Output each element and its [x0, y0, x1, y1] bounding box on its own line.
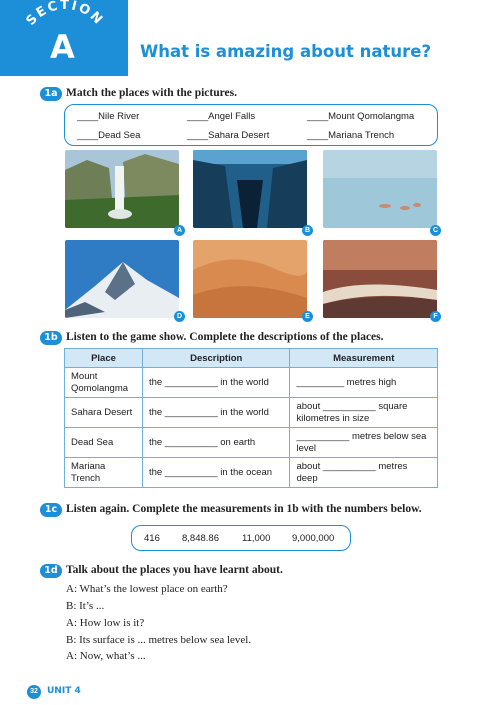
dialogue-line: A: How low is it?: [66, 617, 145, 629]
match-item[interactable]: ____Mount Qomolangma: [307, 111, 415, 122]
picture-label-e: E: [302, 311, 313, 322]
picture-label-d: D: [174, 311, 185, 322]
description-cell[interactable]: the __________ in the world: [142, 398, 290, 428]
picture-b-ocean-trench: [193, 150, 307, 228]
description-cell[interactable]: the __________ on earth: [142, 428, 290, 458]
match-item[interactable]: ____Dead Sea: [77, 130, 141, 141]
page-number: 32: [27, 685, 41, 699]
picture-label-c: C: [430, 225, 441, 236]
exercise-title-1b: Listen to the game show. Complete the descriptions of the places.: [66, 331, 384, 343]
measurement-cell[interactable]: __________ metres below sea level: [290, 428, 438, 458]
table-row: [65, 458, 438, 488]
page-title: What is amazing about nature?: [140, 42, 432, 61]
column-header: Description: [142, 349, 290, 368]
table-row: [65, 428, 438, 458]
place-cell: Sahara Desert: [65, 398, 143, 428]
match-item[interactable]: ____Angel Falls: [187, 111, 256, 122]
number-item: 8,848.86: [182, 533, 219, 544]
picture-label-a: A: [174, 225, 185, 236]
exercise-badge-1c: 1c: [40, 503, 62, 517]
section-word: SECTION: [23, 0, 107, 29]
number-item: 11,000: [242, 533, 271, 544]
dialogue-line: B: Its surface is ... metres below sea level.: [66, 634, 252, 646]
measurement-cell[interactable]: _________ metres high: [290, 368, 438, 398]
table-header-row: [65, 349, 438, 368]
picture-label-b: B: [302, 225, 313, 236]
place-cell: Mariana Trench: [65, 458, 143, 488]
picture-e-desert: [193, 240, 307, 318]
match-item[interactable]: ____Mariana Trench: [307, 130, 395, 141]
match-word-box: [64, 104, 438, 146]
measurement-cell[interactable]: about __________ metres deep: [290, 458, 438, 488]
dialogue-line: A: Now, what’s ...: [66, 650, 146, 662]
section-letter: A: [50, 28, 75, 66]
picture-d-mountain: [65, 240, 179, 318]
exercise-title-1c: Listen again. Complete the measurements in 1b with the numbers below.: [66, 503, 422, 515]
table-row: [65, 398, 438, 428]
description-cell[interactable]: the __________ in the ocean: [142, 458, 290, 488]
measurement-cell[interactable]: about __________ square kilometres in size: [290, 398, 438, 428]
picture-a-waterfall: [65, 150, 179, 228]
exercise-title-1d: Talk about the places you have learnt about.: [66, 564, 283, 576]
svg-text:SECTION: [24, 0, 107, 29]
exercise-badge-1a: 1a: [40, 87, 62, 101]
unit-label: UNIT 4: [47, 686, 81, 696]
description-cell[interactable]: the __________ in the world: [142, 368, 290, 398]
number-item: 9,000,000: [292, 533, 335, 544]
column-header: Measurement: [290, 349, 438, 368]
exercise-badge-1b: 1b: [40, 331, 62, 345]
exercise-title-1a: Match the places with the pictures.: [66, 87, 237, 99]
place-cell: Mount Qomolangma: [65, 368, 143, 398]
picture-f-river: [323, 240, 437, 318]
table-row: [65, 368, 438, 398]
dialogue-line: B: It’s ...: [66, 600, 105, 612]
column-header: Place: [65, 349, 143, 368]
picture-label-f: F: [430, 311, 441, 322]
match-item[interactable]: ____Nile River: [77, 111, 140, 122]
match-item[interactable]: ____Sahara Desert: [187, 130, 270, 141]
exercise-badge-1d: 1d: [40, 564, 62, 578]
dialogue-line: A: What’s the lowest place on earth?: [66, 583, 228, 595]
description-table: [64, 348, 438, 488]
picture-c-dead-sea: [323, 150, 437, 228]
place-cell: Dead Sea: [65, 428, 143, 458]
number-box: [131, 525, 351, 551]
number-item: 416: [144, 533, 160, 544]
